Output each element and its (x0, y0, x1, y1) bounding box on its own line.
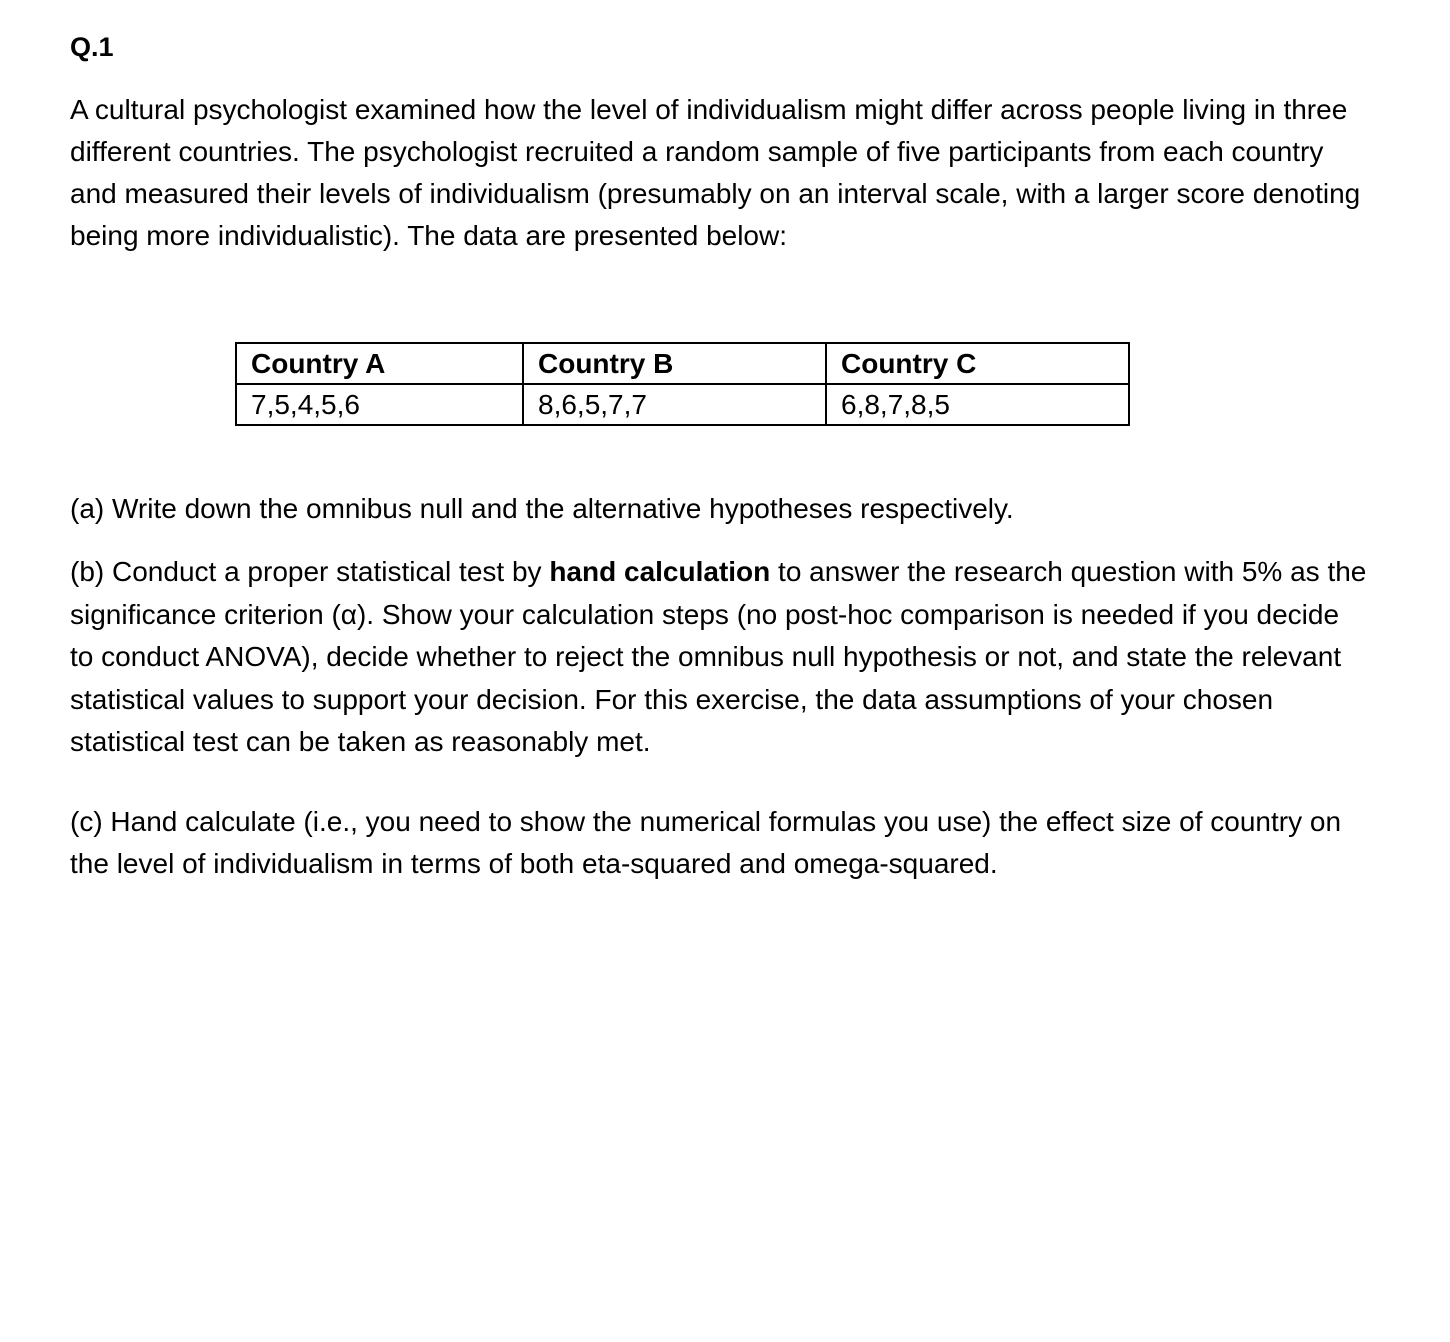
part-b-emphasis: hand calculation (549, 556, 771, 587)
table-cell-country-a: 7,5,4,5,6 (236, 384, 523, 425)
table-header-country-b: Country B (523, 343, 826, 384)
question-number: Q.1 (70, 32, 114, 62)
table-header-row (236, 343, 1129, 384)
part-b-text-end: to answer the research question with 5% as the significance criterion (α). Show your calculation steps (no post-hoc comparison is needed if you decide to conduct ANOVA), decide whether to reject the omnibus null hypothesis or not, and state the relevant statistical values to support your decision. For this exercise, the data assumptions of your chosen statistical test can be taken as reasonably met. (70, 556, 1367, 757)
table-header-country-a: Country A (236, 343, 523, 384)
question-intro: A cultural psychologist examined how the level of individualism might differ across people living in three different countries. The psychologist recruited a random sample of five participants from each country and measured their levels of individualism (presumably on an interval scale, with a larger score denoting being more individualistic). The data are presented below: (70, 94, 1361, 251)
part-a: (a) Write down the omnibus null and the alternative hypotheses respectively. (70, 493, 1014, 524)
table-cell-country-c: 6,8,7,8,5 (826, 384, 1129, 425)
table-cell-country-b: 8,6,5,7,7 (523, 384, 826, 425)
part-c: (c) Hand calculate (i.e., you need to show the numerical formulas you use) the effect size of country on the level of individualism in terms of both eta-squared and omega-squared. (70, 806, 1342, 879)
table-header-country-c: Country C (826, 343, 1129, 384)
part-b (70, 551, 1370, 764)
data-table (235, 342, 1130, 426)
table-row (236, 384, 1129, 425)
part-b-text-start: (b) Conduct a proper statistical test by (70, 556, 550, 587)
